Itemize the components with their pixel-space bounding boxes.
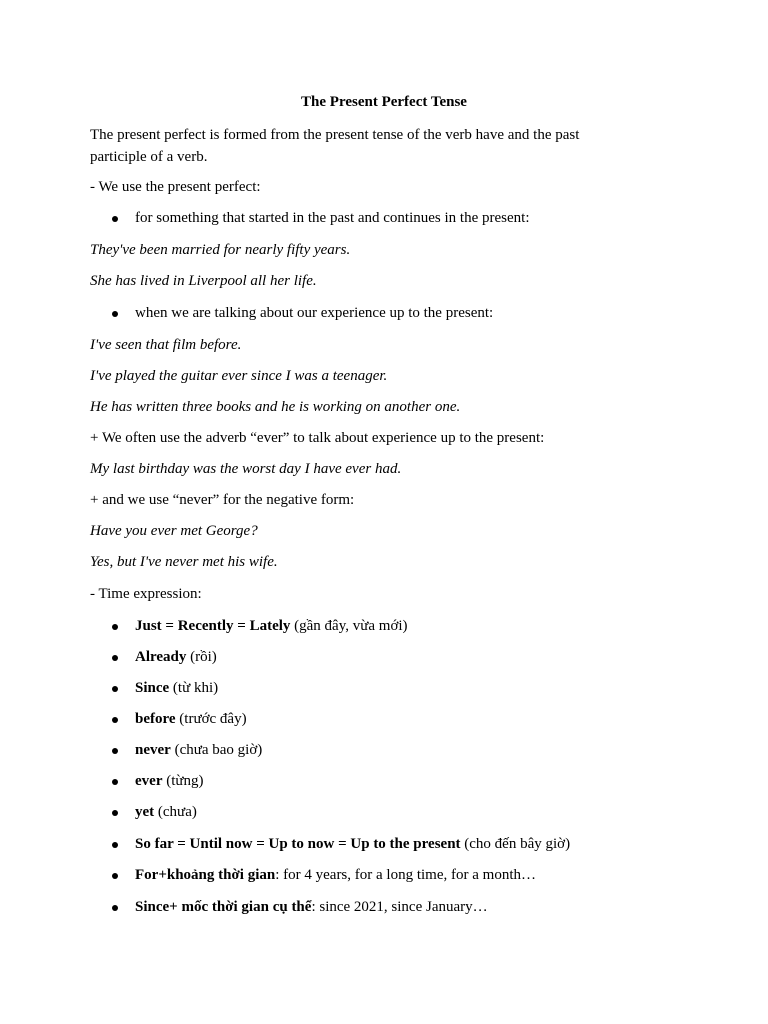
bullet-dot: [112, 748, 118, 754]
time-meaning: (từng): [162, 773, 204, 789]
time-term: ever: [135, 773, 163, 789]
time-term: yet: [135, 804, 155, 820]
time-meaning: : for 4 years, for a long time, for a month…: [275, 867, 536, 883]
example-line: I've seen that film before.: [90, 337, 242, 353]
bullet-dot: [112, 842, 118, 848]
example-line: She has lived in Liverpool all her life.: [90, 273, 317, 289]
bullet-dot: [112, 686, 118, 692]
time-meaning: (chưa bao giờ): [170, 742, 263, 758]
time-meaning: (trước đây): [175, 711, 247, 727]
ever-note: + We often use the adverb “ever” to talk about experience up to the present:: [90, 430, 545, 446]
bullet-dot: [112, 905, 118, 911]
never-note: + and we use “never” for the negative form:: [90, 492, 355, 508]
time-term: Already: [135, 649, 187, 665]
bullet-dot: [112, 311, 118, 317]
time-term: never: [135, 742, 171, 758]
use-heading: - We use the present perfect:: [90, 179, 261, 195]
example-line: I've played the guitar ever since I was a teenager.: [90, 368, 388, 384]
time-meaning: (từ khi): [169, 680, 219, 696]
time-term: So far = Until now = Up to now = Up to the present: [135, 836, 461, 852]
document-title: The Present Perfect Tense: [301, 94, 467, 110]
time-term: Since+ mốc thời gian cụ thể: [135, 899, 312, 915]
bullet-dot: [112, 624, 118, 630]
bullet-dot: [112, 216, 118, 222]
intro-paragraph: The present perfect is formed from the present tense of the verb have and the past participle of a verb.: [90, 127, 580, 165]
time-meaning: (rồi): [186, 649, 217, 665]
time-heading: - Time expression:: [90, 586, 202, 602]
bullet-dot: [112, 810, 118, 816]
time-meaning: (gần đây, vừa mới): [290, 618, 408, 634]
example-line: He has written three books and he is working on another one.: [90, 399, 461, 415]
bullet-dot: [112, 873, 118, 879]
example-line: Yes, but I've never met his wife.: [90, 554, 278, 570]
use-bullet-1-text: for something that started in the past and continues in the present:: [135, 210, 530, 226]
time-term: before: [135, 711, 176, 727]
example-line: Have you ever met George?: [90, 523, 258, 539]
time-meaning: (chưa): [154, 804, 197, 820]
use-bullet-2-text: when we are talking about our experience up to the present:: [135, 305, 494, 321]
time-meaning: : since 2021, since January…: [311, 899, 488, 915]
time-term: For+khoảng thời gian: [135, 867, 276, 883]
bullet-dot: [112, 717, 118, 723]
example-line: My last birthday was the worst day I have ever had.: [90, 461, 402, 477]
time-meaning: (cho đến bây giờ): [460, 836, 571, 852]
time-term: Just = Recently = Lately: [135, 618, 291, 634]
bullet-dot: [112, 779, 118, 785]
bullet-dot: [112, 655, 118, 661]
time-term: Since: [135, 680, 170, 696]
example-line: They've been married for nearly fifty years.: [90, 242, 351, 258]
